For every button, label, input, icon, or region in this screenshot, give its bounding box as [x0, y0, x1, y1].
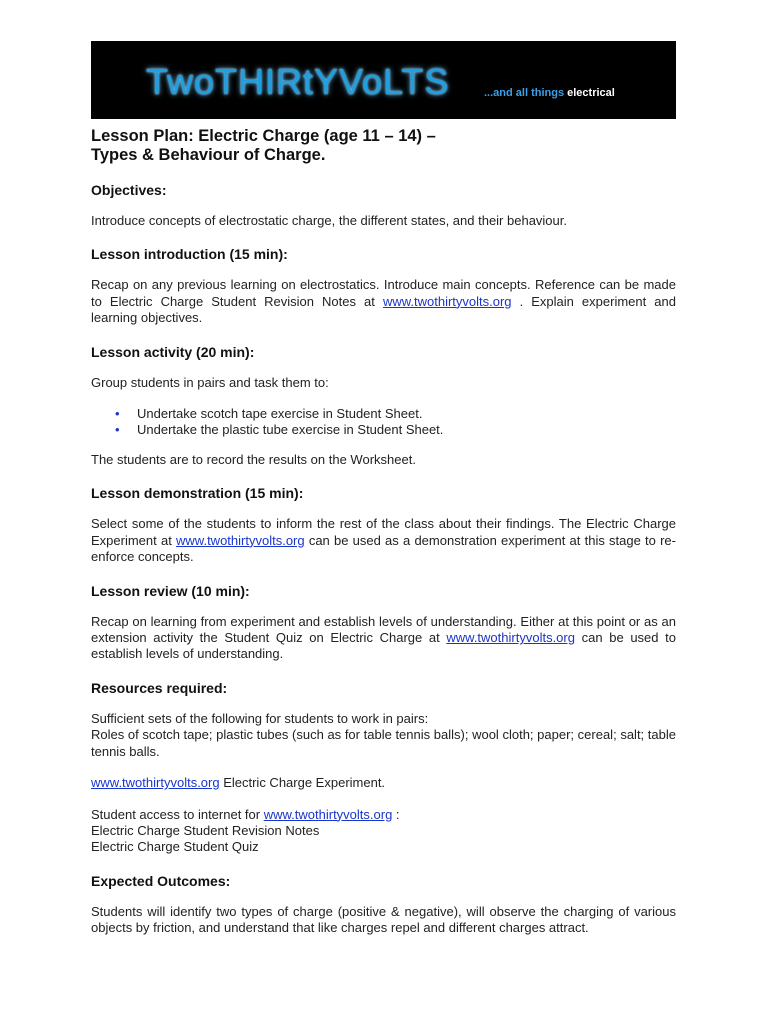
resources-text: [91, 711, 676, 760]
twothirtyvolts-logo: TwoTHIRtYVoLTS: [146, 61, 450, 102]
tagline-text: ...and all things: [484, 87, 568, 99]
outcomes-text: Students will identify two types of charge (positive & negative), will observe the charging of various objects by friction, and understand that like charges repel and different charges attract.: [91, 903, 676, 936]
document-body: [91, 127, 676, 937]
introduction-text: [91, 277, 676, 326]
header-tagline: [484, 87, 615, 99]
list-item: [91, 422, 676, 438]
list-item-text: Undertake scotch tape exercise in Student Sheet.: [137, 406, 423, 422]
demonstration-link[interactable]: www.twothirtyvolts.org: [176, 532, 305, 548]
experiment-link[interactable]: www.twothirtyvolts.org: [91, 775, 220, 791]
introduction-heading: Lesson introduction (15 min):: [91, 246, 288, 263]
review-text-start: Recap on learning from experiment and establish levels of understanding. Either at this point or as an extension activity the Student Quiz on Electric Charge at: [91, 613, 676, 646]
introduction-text-end: . Explain experiment and learning objectives.: [91, 293, 676, 326]
resources-line-1: Sufficient sets of the following for students to work in pairs:: [91, 710, 429, 726]
tagline-highlight: electrical: [567, 87, 615, 99]
bullet-icon: •: [115, 406, 120, 422]
resources-heading: Resources required:: [91, 679, 228, 696]
resources-experiment: [91, 775, 676, 791]
bullet-icon: •: [115, 421, 120, 437]
activity-outro: The students are to record the results on the Worksheet.: [91, 452, 416, 468]
access-text-end: :: [392, 806, 400, 822]
title-line-2: Types & Behaviour of Charge.: [91, 146, 326, 164]
access-item-revision-notes: Electric Charge Student Revision Notes: [91, 822, 320, 838]
list-item-text: Undertake the plastic tube exercise in Student Sheet.: [137, 421, 444, 437]
activity-intro: Group students in pairs and task them to:: [91, 374, 329, 390]
review-heading: Lesson review (10 min):: [91, 582, 250, 599]
introduction-text-start: Recap on any previous learning on electrostatics. Introduce main concepts. Reference can be made to Electric Charge Student Revision Notes at: [91, 277, 676, 309]
review-link[interactable]: www.twothirtyvolts.org: [446, 630, 575, 646]
access-link[interactable]: www.twothirtyvolts.org: [263, 806, 393, 822]
document-title: [91, 127, 676, 165]
introduction-link[interactable]: www.twothirtyvolts.org: [382, 293, 512, 309]
demonstration-text: [91, 516, 676, 565]
access-text-start: Student access to internet for: [91, 806, 264, 822]
outcomes-heading: Expected Outcomes:: [91, 872, 231, 889]
review-text: [91, 614, 676, 663]
activity-bullet-list: [91, 406, 676, 437]
objectives-heading: Objectives:: [91, 182, 167, 198]
resources-access: [91, 807, 676, 856]
resources-line-2: Roles of scotch tape; plastic tubes (such as for table tennis balls); wool cloth; paper; cereal; salt; table tennis balls.: [91, 727, 676, 759]
experiment-text: Electric Charge Experiment.: [219, 775, 386, 791]
demonstration-text-end: can be used as a demonstration experiment at this stage to re-enforce concepts.: [91, 532, 676, 565]
access-item-quiz: Electric Charge Student Quiz: [91, 839, 259, 855]
review-text-end: can be used to establish levels of understanding.: [91, 630, 677, 662]
objectives-text: Introduce concepts of electrostatic charge, the different states, and their behaviour.: [91, 213, 567, 228]
activity-heading: Lesson activity (20 min):: [91, 343, 255, 360]
list-item: [91, 406, 676, 422]
demonstration-text-start: Select some of the students to inform the rest of the class about their findings. The Electric Charge Experiment at: [91, 516, 676, 548]
title-line-1: Lesson Plan: Electric Charge (age 11 – 14) –: [91, 127, 436, 145]
demonstration-heading: Lesson demonstration (15 min):: [91, 485, 304, 502]
